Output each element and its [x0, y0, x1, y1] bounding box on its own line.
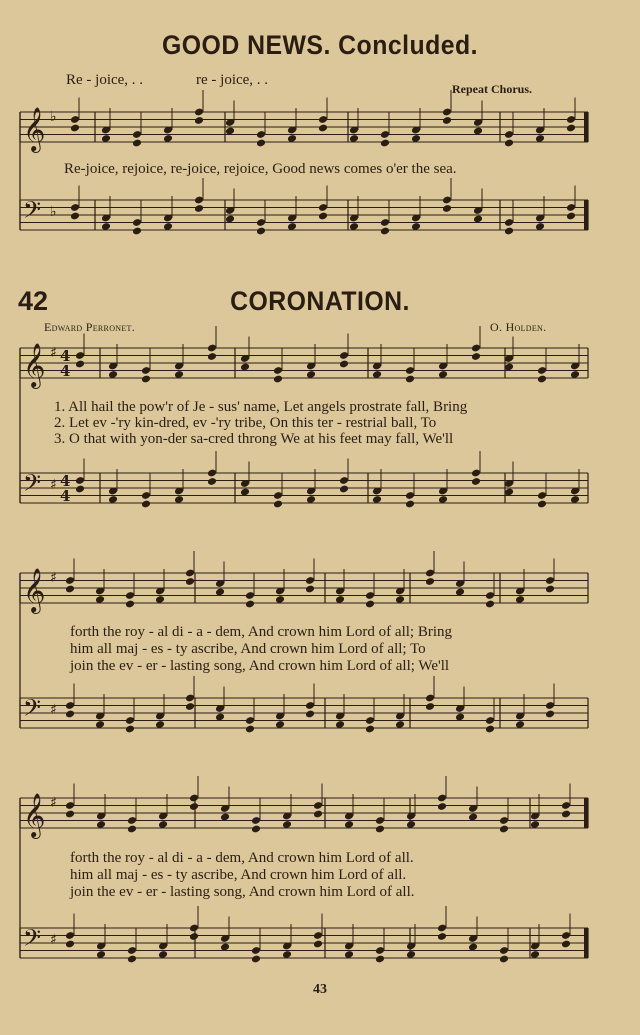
note-head [537, 500, 547, 509]
note-head [127, 825, 137, 834]
key-signature: ♭ [50, 204, 57, 220]
note-head [251, 955, 261, 964]
final-barline [584, 200, 588, 230]
note-head [245, 725, 255, 734]
key-signature: ♯ [50, 345, 57, 361]
note-head [207, 352, 217, 361]
time-signature-bottom: 4 [60, 487, 71, 505]
key-signature: ♯ [50, 795, 57, 811]
note-head [437, 802, 447, 811]
verse-line-1-3: 3. O that with yon-der sa-cred throng We at his feet may fall, We'll [54, 431, 454, 447]
note-head [256, 139, 266, 148]
note-head [425, 702, 435, 711]
note-head [499, 955, 509, 964]
note-head [245, 600, 255, 609]
note-head [132, 227, 142, 236]
final-barline [584, 112, 588, 142]
verse-line-2-3: join the ev - er - lasting song, And crown him Lord of all; We'll [70, 658, 450, 674]
note-head [313, 940, 323, 949]
note-head [545, 585, 555, 594]
coronation-bass-staff-2 [20, 694, 588, 728]
note-head [185, 702, 195, 711]
note-head [537, 375, 547, 384]
time-signature-top: 4 [60, 472, 71, 490]
note-head [561, 810, 571, 819]
note-head [75, 485, 85, 494]
note-head [339, 360, 349, 369]
page-title-good-news: GOOD NEWS. Concluded. [161, 30, 479, 60]
note-head [442, 204, 452, 213]
note-head [566, 212, 576, 221]
page-number: 43 [313, 982, 327, 997]
note-head [318, 124, 328, 133]
note-head [207, 477, 217, 486]
note-head [70, 124, 80, 133]
note-head [561, 940, 571, 949]
note-head [189, 932, 199, 941]
note-head [545, 710, 555, 719]
note-head [75, 360, 85, 369]
time-signature-bottom: 4 [60, 362, 71, 380]
treble-clef-icon: 𝄞 [23, 343, 46, 387]
key-signature: ♯ [50, 932, 57, 948]
note-head [251, 825, 261, 834]
note-head [499, 825, 509, 834]
treble-clef-icon: 𝄞 [23, 568, 46, 612]
author-credit: Edward Perronet. [44, 320, 136, 334]
note-head [375, 955, 385, 964]
note-head [273, 375, 283, 384]
note-head [125, 725, 135, 734]
key-signature: ♯ [50, 477, 57, 493]
note-head [125, 600, 135, 609]
note-head [305, 585, 315, 594]
treble-clef-icon: 𝄞 [23, 793, 46, 837]
note-head [405, 375, 415, 384]
bass-clef-icon: 𝄢 [23, 196, 42, 229]
coronation-treble-staff-2 [20, 568, 588, 614]
top-lyric-2: re - joice, . . [196, 72, 269, 88]
verse-line-3-3: join the ev - er - lasting song, And crown him Lord of all. [70, 884, 415, 900]
bass-clef-icon: 𝄢 [23, 924, 42, 957]
note-head [339, 485, 349, 494]
note-head [471, 477, 481, 486]
note-head [471, 352, 481, 361]
note-head [305, 710, 315, 719]
note-head [437, 932, 447, 941]
bass-clef-icon: 𝄢 [23, 469, 42, 502]
note-head [65, 810, 75, 819]
time-signature-top: 4 [60, 347, 71, 365]
repeat-chorus-label: Repeat Chorus. [452, 82, 532, 96]
coronation-treble-staff-1 [20, 343, 588, 389]
note-head [485, 600, 495, 609]
final-barline [584, 928, 588, 958]
verse-line-2-2: him all maj - es - ty ascribe, And crown him Lord of all; To [70, 641, 426, 657]
note-head [365, 600, 375, 609]
key-signature: ♭ [50, 109, 57, 125]
composer-credit: O. Holden. [490, 320, 547, 334]
coronation-bass-staff-1 [20, 469, 588, 505]
note-head [132, 139, 142, 148]
note-head [442, 116, 452, 125]
note-head [318, 212, 328, 221]
hymn-number: 42 [18, 286, 49, 316]
bass-clef-icon: 𝄢 [23, 694, 42, 727]
note-head [365, 725, 375, 734]
note-head [194, 204, 204, 213]
note-head [566, 124, 576, 133]
note-head [65, 710, 75, 719]
note-head [485, 725, 495, 734]
note-head [65, 940, 75, 949]
note-head [256, 227, 266, 236]
hymn-title: CORONATION. [230, 286, 410, 316]
note-head [405, 500, 415, 509]
verse-line-3-2: him all maj - es - ty ascribe, And crown him Lord of all. [70, 867, 407, 883]
note-head [313, 810, 323, 819]
verse-line-2-1: forth the roy - al di - a - dem, And crown him Lord of all; Bring [70, 624, 452, 640]
note-head [425, 577, 435, 586]
note-head [70, 212, 80, 221]
final-barline [584, 798, 588, 828]
verse-line-1-2: 2. Let ev -'ry kin-dred, ev -'ry tribe, On this ter - restrial ball, To [54, 415, 437, 431]
note-head [504, 139, 514, 148]
note-head [141, 500, 151, 509]
note-head [194, 116, 204, 125]
good-news-lyric-line: Re-joice, rejoice, re-joice, rejoice, Good news comes o'er the sea. [64, 161, 457, 177]
note-head [504, 227, 514, 236]
note-head [185, 577, 195, 586]
top-lyric-1: Re - joice, . . [66, 72, 144, 88]
key-signature: ♯ [50, 702, 57, 718]
note-head [189, 802, 199, 811]
note-head [127, 955, 137, 964]
note-head [65, 585, 75, 594]
note-head [375, 825, 385, 834]
verse-line-3-1: forth the roy - al di - a - dem, And crown him Lord of all. [70, 850, 414, 866]
note-head [380, 139, 390, 148]
note-head [380, 227, 390, 236]
verse-line-1-1: 1. All hail the pow'r of Je - sus' name, Let angels prostrate fall, Bring [54, 399, 468, 415]
key-signature: ♯ [50, 570, 57, 586]
note-head [141, 375, 151, 384]
treble-clef-icon: 𝄞 [23, 107, 46, 151]
note-head [273, 500, 283, 509]
